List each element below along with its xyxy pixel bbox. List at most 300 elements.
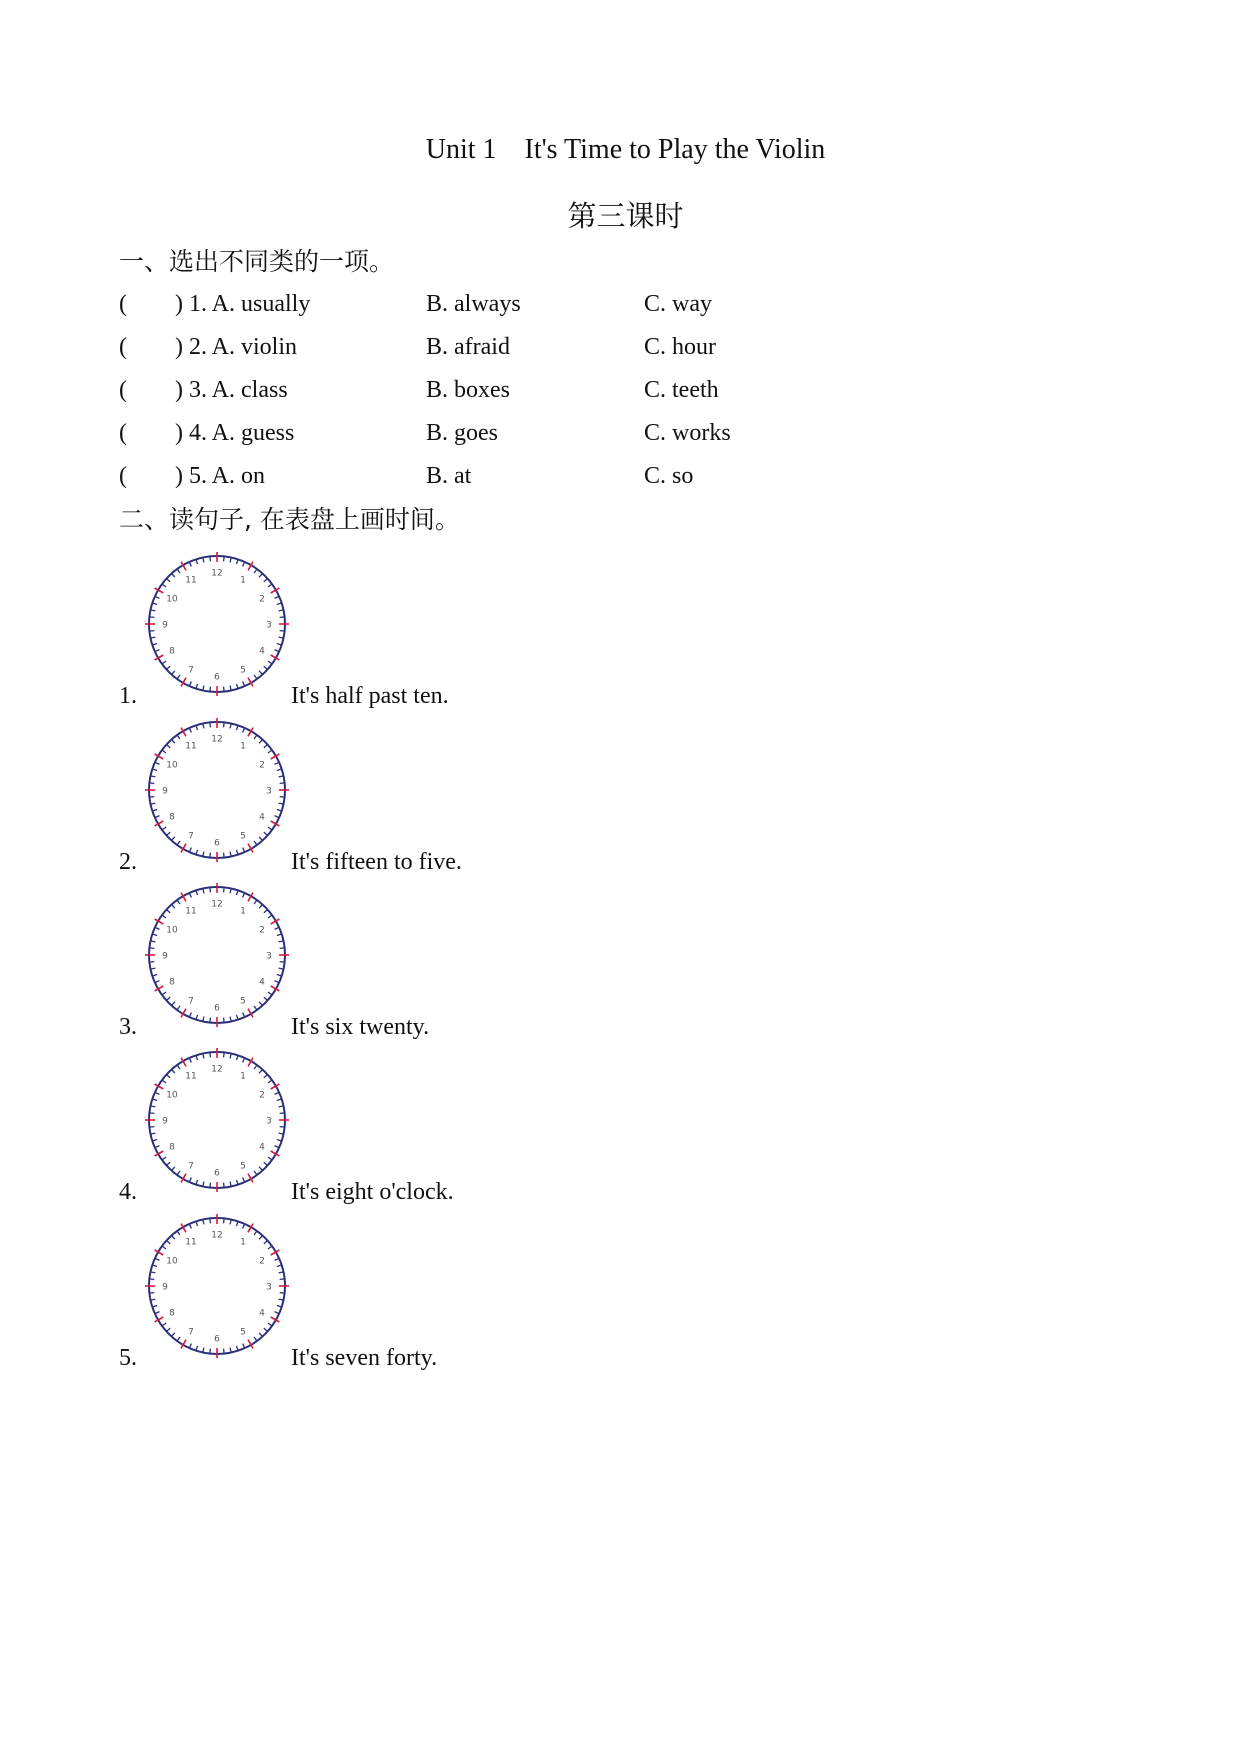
minute-tick (196, 1221, 198, 1226)
minute-tick (177, 1065, 180, 1069)
minute-tick (259, 671, 262, 675)
minute-tick (277, 1265, 282, 1267)
clock-numeral: 7 (188, 665, 194, 676)
minute-tick (210, 1052, 211, 1057)
option-c: C. teeth (644, 377, 719, 403)
clock-numeral: 11 (185, 1237, 197, 1248)
clock-numeral: 2 (259, 1256, 265, 1267)
section-2-heading: 二、读句子, 在表盘上画时间。 (119, 505, 460, 534)
minute-tick (196, 850, 198, 855)
minute-tick (259, 1069, 262, 1073)
clock-item-4 (119, 1047, 819, 1207)
clock-numeral: 3 (266, 786, 272, 797)
minute-tick (177, 1006, 180, 1010)
clock-face-icon[interactable] (144, 551, 290, 697)
option-a: ) 2. A. violin (175, 334, 298, 360)
minute-tick (268, 1246, 272, 1249)
clock-numeral: 9 (162, 620, 168, 631)
minute-tick (155, 1146, 160, 1148)
minute-tick (224, 887, 225, 892)
clock-numeral: 7 (188, 1327, 194, 1338)
minute-tick (264, 1162, 268, 1165)
clock-numeral: 5 (240, 1161, 246, 1172)
minute-tick (268, 992, 272, 995)
minute-tick (268, 1157, 272, 1160)
minute-tick (264, 832, 268, 835)
clock-numeral: 6 (214, 1334, 220, 1345)
clock-numeral: 8 (169, 812, 175, 823)
clock-numeral: 9 (162, 951, 168, 962)
minute-tick (189, 1178, 191, 1183)
minute-tick (172, 671, 175, 675)
minute-tick (210, 853, 211, 858)
minute-tick (166, 1075, 170, 1078)
option-b: B. at (426, 463, 472, 489)
lesson-subtitle: 第三课时 (567, 199, 684, 233)
minute-tick (189, 1058, 191, 1063)
minute-tick (189, 1344, 191, 1349)
minute-tick (162, 1080, 166, 1083)
minute-tick (149, 797, 154, 798)
minute-tick (275, 1092, 280, 1094)
minute-tick (275, 1312, 280, 1314)
minute-tick (268, 750, 272, 753)
minute-tick (268, 584, 272, 587)
clock-numeral: 11 (185, 1071, 197, 1082)
minute-tick (166, 1241, 170, 1244)
minute-tick (172, 1002, 175, 1006)
minute-tick (155, 816, 160, 818)
minute-tick (196, 684, 198, 689)
clock-numeral: 9 (162, 1282, 168, 1293)
minute-tick (224, 556, 225, 561)
minute-tick (166, 745, 170, 748)
minute-tick (243, 682, 245, 687)
minute-tick (166, 1328, 170, 1331)
minute-tick (210, 887, 211, 892)
clock-numeral: 4 (259, 646, 265, 657)
minute-tick (277, 643, 282, 645)
minute-tick (243, 1178, 245, 1183)
section-1-heading: 一、选出不同类的一项。 (119, 247, 395, 276)
item-number: 3. (119, 1014, 137, 1040)
clock-numeral: 11 (185, 575, 197, 586)
minute-tick (254, 735, 257, 739)
minute-tick (268, 915, 272, 918)
clock-numeral: 12 (211, 734, 223, 745)
option-a: ) 3. A. class (175, 377, 288, 403)
clock-numeral: 7 (188, 996, 194, 1007)
minute-tick (189, 893, 191, 898)
clock-numeral: 12 (211, 568, 223, 579)
minute-tick (172, 739, 175, 743)
option-a: ) 1. A. usually (175, 291, 311, 317)
clock-numeral: 2 (259, 925, 265, 936)
answer-blank[interactable]: ( (119, 420, 127, 446)
minute-tick (275, 1146, 280, 1148)
minute-tick (177, 900, 180, 904)
minute-tick (177, 735, 180, 739)
clock-numeral: 10 (166, 925, 178, 936)
minute-tick (236, 890, 238, 895)
minute-tick (264, 745, 268, 748)
minute-tick (259, 1235, 262, 1239)
minute-tick (280, 783, 285, 784)
minute-tick (155, 596, 160, 598)
clock-numeral: 4 (259, 812, 265, 823)
time-sentence: It's half past ten. (291, 683, 449, 709)
minute-tick (277, 934, 282, 936)
minute-tick (277, 1139, 282, 1141)
minute-tick (243, 1013, 245, 1018)
minute-tick (177, 569, 180, 573)
minute-tick (196, 725, 198, 730)
minute-tick (236, 850, 238, 855)
minute-tick (189, 728, 191, 733)
minute-tick (236, 1055, 238, 1060)
clock-face-icon[interactable] (144, 1047, 290, 1193)
minute-tick (149, 1293, 154, 1294)
minute-tick (177, 1337, 180, 1341)
minute-tick (236, 725, 238, 730)
clock-numeral: 10 (166, 760, 178, 771)
minute-tick (162, 1157, 166, 1160)
minute-tick (162, 584, 166, 587)
minute-tick (210, 1218, 211, 1223)
minute-tick (259, 1002, 262, 1006)
minute-tick (277, 603, 282, 605)
minute-tick (162, 1246, 166, 1249)
minute-tick (177, 675, 180, 679)
minute-tick (243, 848, 245, 853)
minute-tick (264, 666, 268, 669)
minute-tick (275, 596, 280, 598)
clock-numeral: 5 (240, 1327, 246, 1338)
minute-tick (196, 1015, 198, 1020)
minute-tick (264, 910, 268, 913)
minute-tick (259, 837, 262, 841)
minute-tick (280, 962, 285, 963)
minute-tick (224, 1183, 225, 1188)
minute-tick (254, 841, 257, 845)
minute-tick (275, 650, 280, 652)
clock-face-icon[interactable] (144, 882, 290, 1028)
clock-numeral: 5 (240, 665, 246, 676)
question-row-5 (119, 458, 1019, 494)
minute-tick (172, 837, 175, 841)
clock-numeral: 8 (169, 646, 175, 657)
minute-tick (224, 1018, 225, 1023)
minute-tick (196, 1055, 198, 1060)
minute-tick (277, 1305, 282, 1307)
minute-tick (210, 1349, 211, 1354)
minute-tick (196, 1346, 198, 1351)
option-c: C. hour (644, 334, 716, 360)
minute-tick (155, 1258, 160, 1260)
clock-numeral: 3 (266, 1282, 272, 1293)
minute-tick (264, 1241, 268, 1244)
minute-tick (254, 1065, 257, 1069)
minute-tick (259, 573, 262, 577)
minute-tick (152, 1265, 157, 1267)
minute-tick (196, 559, 198, 564)
answer-blank[interactable]: ( (119, 377, 127, 403)
minute-tick (155, 927, 160, 929)
clock-numeral: 4 (259, 1142, 265, 1153)
minute-tick (149, 617, 154, 618)
minute-tick (152, 769, 157, 771)
minute-tick (280, 1113, 285, 1114)
clock-numeral: 2 (259, 760, 265, 771)
clock-numeral: 4 (259, 977, 265, 988)
minute-tick (277, 809, 282, 811)
minute-tick (264, 997, 268, 1000)
clock-numeral: 2 (259, 1090, 265, 1101)
minute-tick (254, 569, 257, 573)
minute-tick (177, 841, 180, 845)
minute-tick (152, 643, 157, 645)
clock-numeral: 5 (240, 831, 246, 842)
minute-tick (224, 1349, 225, 1354)
minute-tick (280, 617, 285, 618)
clock-item-2 (119, 717, 819, 877)
minute-tick (155, 981, 160, 983)
minute-tick (254, 1231, 257, 1235)
minute-tick (149, 783, 154, 784)
minute-tick (189, 1224, 191, 1229)
minute-tick (189, 848, 191, 853)
clock-numeral: 5 (240, 996, 246, 1007)
option-b: B. boxes (426, 377, 510, 403)
minute-tick (210, 556, 211, 561)
minute-tick (152, 1099, 157, 1101)
minute-tick (196, 1180, 198, 1185)
minute-tick (189, 562, 191, 567)
minute-tick (166, 832, 170, 835)
clock-numeral: 7 (188, 831, 194, 842)
minute-tick (277, 974, 282, 976)
minute-tick (254, 675, 257, 679)
minute-tick (280, 797, 285, 798)
minute-tick (155, 1092, 160, 1094)
minute-tick (243, 1224, 245, 1229)
minute-tick (149, 1113, 154, 1114)
minute-tick (280, 1127, 285, 1128)
option-c: C. so (644, 463, 694, 489)
clock-numeral: 6 (214, 1003, 220, 1014)
minute-tick (172, 1069, 175, 1073)
option-b: B. always (426, 291, 521, 317)
clock-numeral: 11 (185, 906, 197, 917)
clock-face-icon[interactable] (144, 1213, 290, 1359)
minute-tick (243, 893, 245, 898)
clock-numeral: 11 (185, 741, 197, 752)
minute-tick (236, 559, 238, 564)
minute-tick (259, 1167, 262, 1171)
minute-tick (189, 682, 191, 687)
minute-tick (210, 687, 211, 692)
minute-tick (280, 1293, 285, 1294)
clock-numeral: 8 (169, 1142, 175, 1153)
minute-tick (236, 1180, 238, 1185)
minute-tick (172, 573, 175, 577)
minute-tick (152, 603, 157, 605)
minute-tick (149, 962, 154, 963)
clock-numeral: 12 (211, 899, 223, 910)
time-sentence: It's seven forty. (291, 1345, 438, 1371)
minute-tick (280, 631, 285, 632)
minute-tick (275, 981, 280, 983)
question-row-3 (119, 372, 1019, 408)
time-sentence: It's six twenty. (291, 1014, 430, 1040)
clock-numeral: 7 (188, 1161, 194, 1172)
clock-numeral: 3 (266, 1116, 272, 1127)
minute-tick (268, 661, 272, 664)
option-b: B. goes (426, 420, 498, 446)
minute-tick (259, 1333, 262, 1337)
minute-tick (162, 750, 166, 753)
minute-tick (275, 927, 280, 929)
minute-tick (149, 631, 154, 632)
clock-numeral: 3 (266, 951, 272, 962)
answer-blank[interactable]: ( (119, 334, 127, 360)
minute-tick (264, 1328, 268, 1331)
clock-numeral: 1 (240, 575, 246, 586)
minute-tick (166, 1162, 170, 1165)
minute-tick (172, 1235, 175, 1239)
minute-tick (177, 1231, 180, 1235)
minute-tick (243, 562, 245, 567)
minute-tick (268, 1080, 272, 1083)
minute-tick (152, 1305, 157, 1307)
minute-tick (275, 816, 280, 818)
minute-tick (243, 1058, 245, 1063)
minute-tick (275, 762, 280, 764)
item-number: 1. (119, 683, 137, 709)
minute-tick (152, 1139, 157, 1141)
minute-tick (155, 650, 160, 652)
minute-tick (152, 809, 157, 811)
minute-tick (210, 722, 211, 727)
clock-numeral: 9 (162, 1116, 168, 1127)
minute-tick (210, 1018, 211, 1023)
minute-tick (268, 1323, 272, 1326)
minute-tick (166, 579, 170, 582)
time-sentence: It's fifteen to five. (291, 849, 462, 875)
minute-tick (162, 661, 166, 664)
minute-tick (264, 579, 268, 582)
minute-tick (236, 1015, 238, 1020)
minute-tick (275, 1258, 280, 1260)
minute-tick (155, 762, 160, 764)
minute-tick (149, 948, 154, 949)
page-title: Unit 1 It's Time to Play the Violin (425, 134, 826, 165)
clock-numeral: 8 (169, 977, 175, 988)
question-row-4 (119, 415, 1019, 451)
option-b: B. afraid (426, 334, 510, 360)
minute-tick (172, 1167, 175, 1171)
clock-numeral: 1 (240, 1071, 246, 1082)
minute-tick (166, 910, 170, 913)
minute-tick (189, 1013, 191, 1018)
minute-tick (149, 1279, 154, 1280)
time-sentence: It's eight o'clock. (291, 1179, 454, 1205)
clock-numeral: 12 (211, 1064, 223, 1075)
clock-numeral: 6 (214, 1168, 220, 1179)
minute-tick (210, 1183, 211, 1188)
minute-tick (236, 684, 238, 689)
minute-tick (280, 1279, 285, 1280)
minute-tick (172, 904, 175, 908)
item-number: 4. (119, 1179, 137, 1205)
clock-numeral: 1 (240, 906, 246, 917)
clock-numeral: 4 (259, 1308, 265, 1319)
minute-tick (224, 687, 225, 692)
clock-numeral: 1 (240, 1237, 246, 1248)
option-a: ) 5. A. on (175, 463, 265, 489)
minute-tick (254, 1337, 257, 1341)
clock-numeral: 10 (166, 1090, 178, 1101)
minute-tick (162, 915, 166, 918)
minute-tick (162, 827, 166, 830)
clock-item-5 (119, 1213, 819, 1373)
clock-numeral: 2 (259, 594, 265, 605)
minute-tick (243, 728, 245, 733)
minute-tick (259, 739, 262, 743)
minute-tick (196, 890, 198, 895)
clock-numeral: 6 (214, 838, 220, 849)
minute-tick (254, 1006, 257, 1010)
clock-numeral: 8 (169, 1308, 175, 1319)
minute-tick (224, 722, 225, 727)
minute-tick (177, 1171, 180, 1175)
minute-tick (236, 1346, 238, 1351)
clock-numeral: 1 (240, 741, 246, 752)
minute-tick (149, 1127, 154, 1128)
option-c: C. way (644, 291, 712, 317)
clock-numeral: 10 (166, 1256, 178, 1267)
minute-tick (172, 1333, 175, 1337)
answer-blank[interactable]: ( (119, 291, 127, 317)
answer-blank[interactable]: ( (119, 463, 127, 489)
minute-tick (254, 900, 257, 904)
clock-numeral: 9 (162, 786, 168, 797)
minute-tick (162, 1323, 166, 1326)
question-row-2 (119, 329, 1019, 365)
minute-tick (162, 992, 166, 995)
clock-numeral: 3 (266, 620, 272, 631)
minute-tick (166, 666, 170, 669)
minute-tick (224, 853, 225, 858)
minute-tick (277, 1099, 282, 1101)
item-number: 5. (119, 1345, 137, 1371)
clock-face-icon[interactable] (144, 717, 290, 863)
minute-tick (280, 948, 285, 949)
minute-tick (224, 1218, 225, 1223)
minute-tick (259, 904, 262, 908)
option-c: C. works (644, 420, 731, 446)
clock-item-1 (119, 551, 819, 711)
minute-tick (224, 1052, 225, 1057)
minute-tick (166, 997, 170, 1000)
minute-tick (155, 1312, 160, 1314)
question-row-1 (119, 286, 1019, 322)
item-number: 2. (119, 849, 137, 875)
clock-numeral: 6 (214, 672, 220, 683)
minute-tick (268, 827, 272, 830)
clock-item-3 (119, 882, 819, 1042)
minute-tick (277, 769, 282, 771)
